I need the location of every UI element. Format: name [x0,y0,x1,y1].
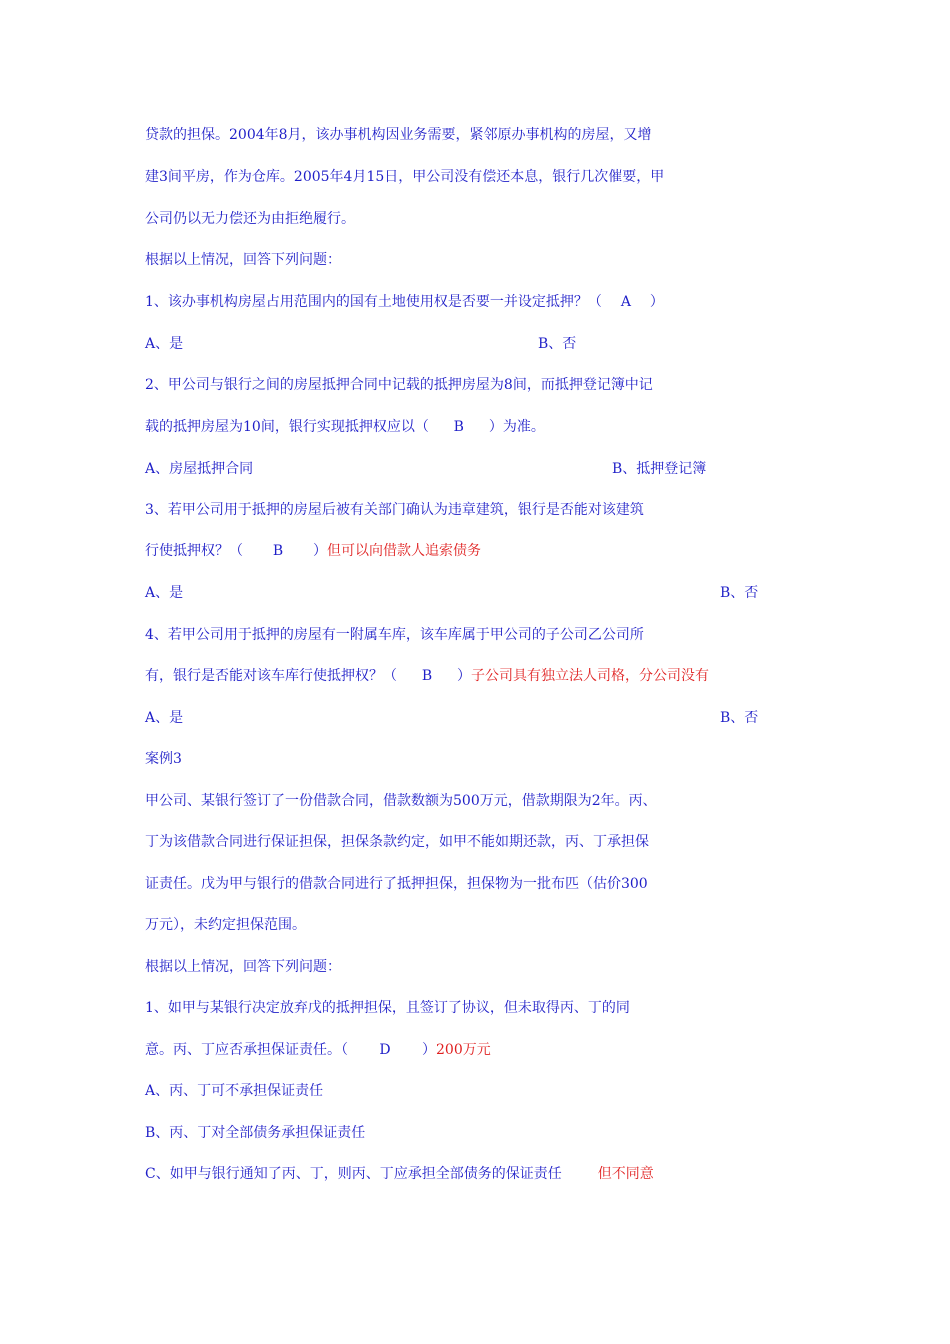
paragraph-line: 建3间平房，作为仓库。2005年4月15日，甲公司没有偿还本息，银行几次催要，甲 [145,169,665,185]
question-close: ） [649,294,664,310]
question-4: 4、若甲公司用于抵押的房屋有一附属车库，该车库属于甲公司的子公司乙公司所 [145,627,644,643]
question-3: 3、若甲公司用于抵押的房屋后被有关部门确认为违章建筑，银行是否能对该建筑 [145,502,644,518]
case3-question-1: 1、如甲与某银行决定放弃戊的抵押担保，且签订了协议，但未取得丙、丁的同 [145,1000,630,1016]
question-2: 2、甲公司与银行之间的房屋抵押合同中记载的抵押房屋为8间，而抵押登记簿中记 [145,377,653,393]
option-b: B、否 [720,585,759,601]
option-a: A、是 [145,710,184,726]
option-a: A、是 [145,336,184,352]
option-a: A、丙、丁可不承担保证责任 [145,1083,324,1099]
question-close: ） [313,543,327,559]
option-c [145,1165,654,1183]
section-title: 案例3 [145,751,182,767]
question-close: ）为准。 [488,419,545,435]
question-text: 载的抵押房屋为10间，银行实现抵押权应以（ [145,419,429,435]
question-1 [145,293,664,311]
paragraph-line: 根据以上情况，回答下列问题： [145,252,341,268]
question-2-line-2 [145,418,545,436]
paragraph-line: 甲公司、某银行签订了一份借款合同，借款数额为500万元，借款期限为2年。丙、 [145,793,657,809]
answer-value: B [272,543,284,559]
answer-value: D [379,1042,391,1058]
option-b: B、抵押登记簿 [612,461,707,477]
paragraph-line: 证责任。戊为甲与银行的借款合同进行了抵押担保，担保物为一批布匹（估价300 [145,876,648,892]
option-b: B、否 [720,710,759,726]
question-text: 意。丙、丁应否承担保证责任。（ [145,1042,348,1058]
question-text: 行使抵押权？（ [145,543,243,559]
answer-value: B [421,668,433,684]
question-4-line-2 [145,667,709,685]
option-b: B、否 [538,336,577,352]
answer-note: 子公司具有独立法人司格，分公司没有 [471,668,709,684]
case3-question-1-line-2 [145,1041,491,1059]
answer-value: A [620,294,631,310]
answer-value: B [453,419,464,435]
answer-note: 但可以向借款人追索债务 [327,543,481,559]
answer-note: 200万元 [436,1042,491,1058]
question-close: ） [422,1042,436,1058]
paragraph-line: 丁为该借款合同进行保证担保，担保条款约定，如甲不能如期还款，丙、丁承担保 [145,834,649,850]
option-c-text: C、如甲与银行通知了丙、丁，则丙、丁应承担全部债务的保证责任 [145,1166,562,1182]
option-c-note: 但不同意 [597,1166,654,1182]
paragraph-line: 贷款的担保。2004年8月，该办事机构因业务需要，紧邻原办事机构的房屋，又增 [145,127,652,143]
option-a: A、是 [145,585,184,601]
question-3-line-2 [145,542,481,560]
question-text: 有，银行是否能对该车库行使抵押权？（ [145,668,397,684]
option-b: B、丙、丁对全部债务承担保证责任 [145,1125,366,1141]
paragraph-line: 公司仍以无力偿还为由拒绝履行。 [145,211,355,227]
option-a: A、房屋抵押合同 [145,461,254,477]
paragraph-line: 根据以上情况，回答下列问题： [145,959,341,975]
paragraph-line: 万元），未约定担保范围。 [145,917,306,933]
question-text: 1、该办事机构房屋占用范围内的国有土地使用权是否要一并设定抵押？（ [145,294,602,310]
question-close: ） [457,668,471,684]
